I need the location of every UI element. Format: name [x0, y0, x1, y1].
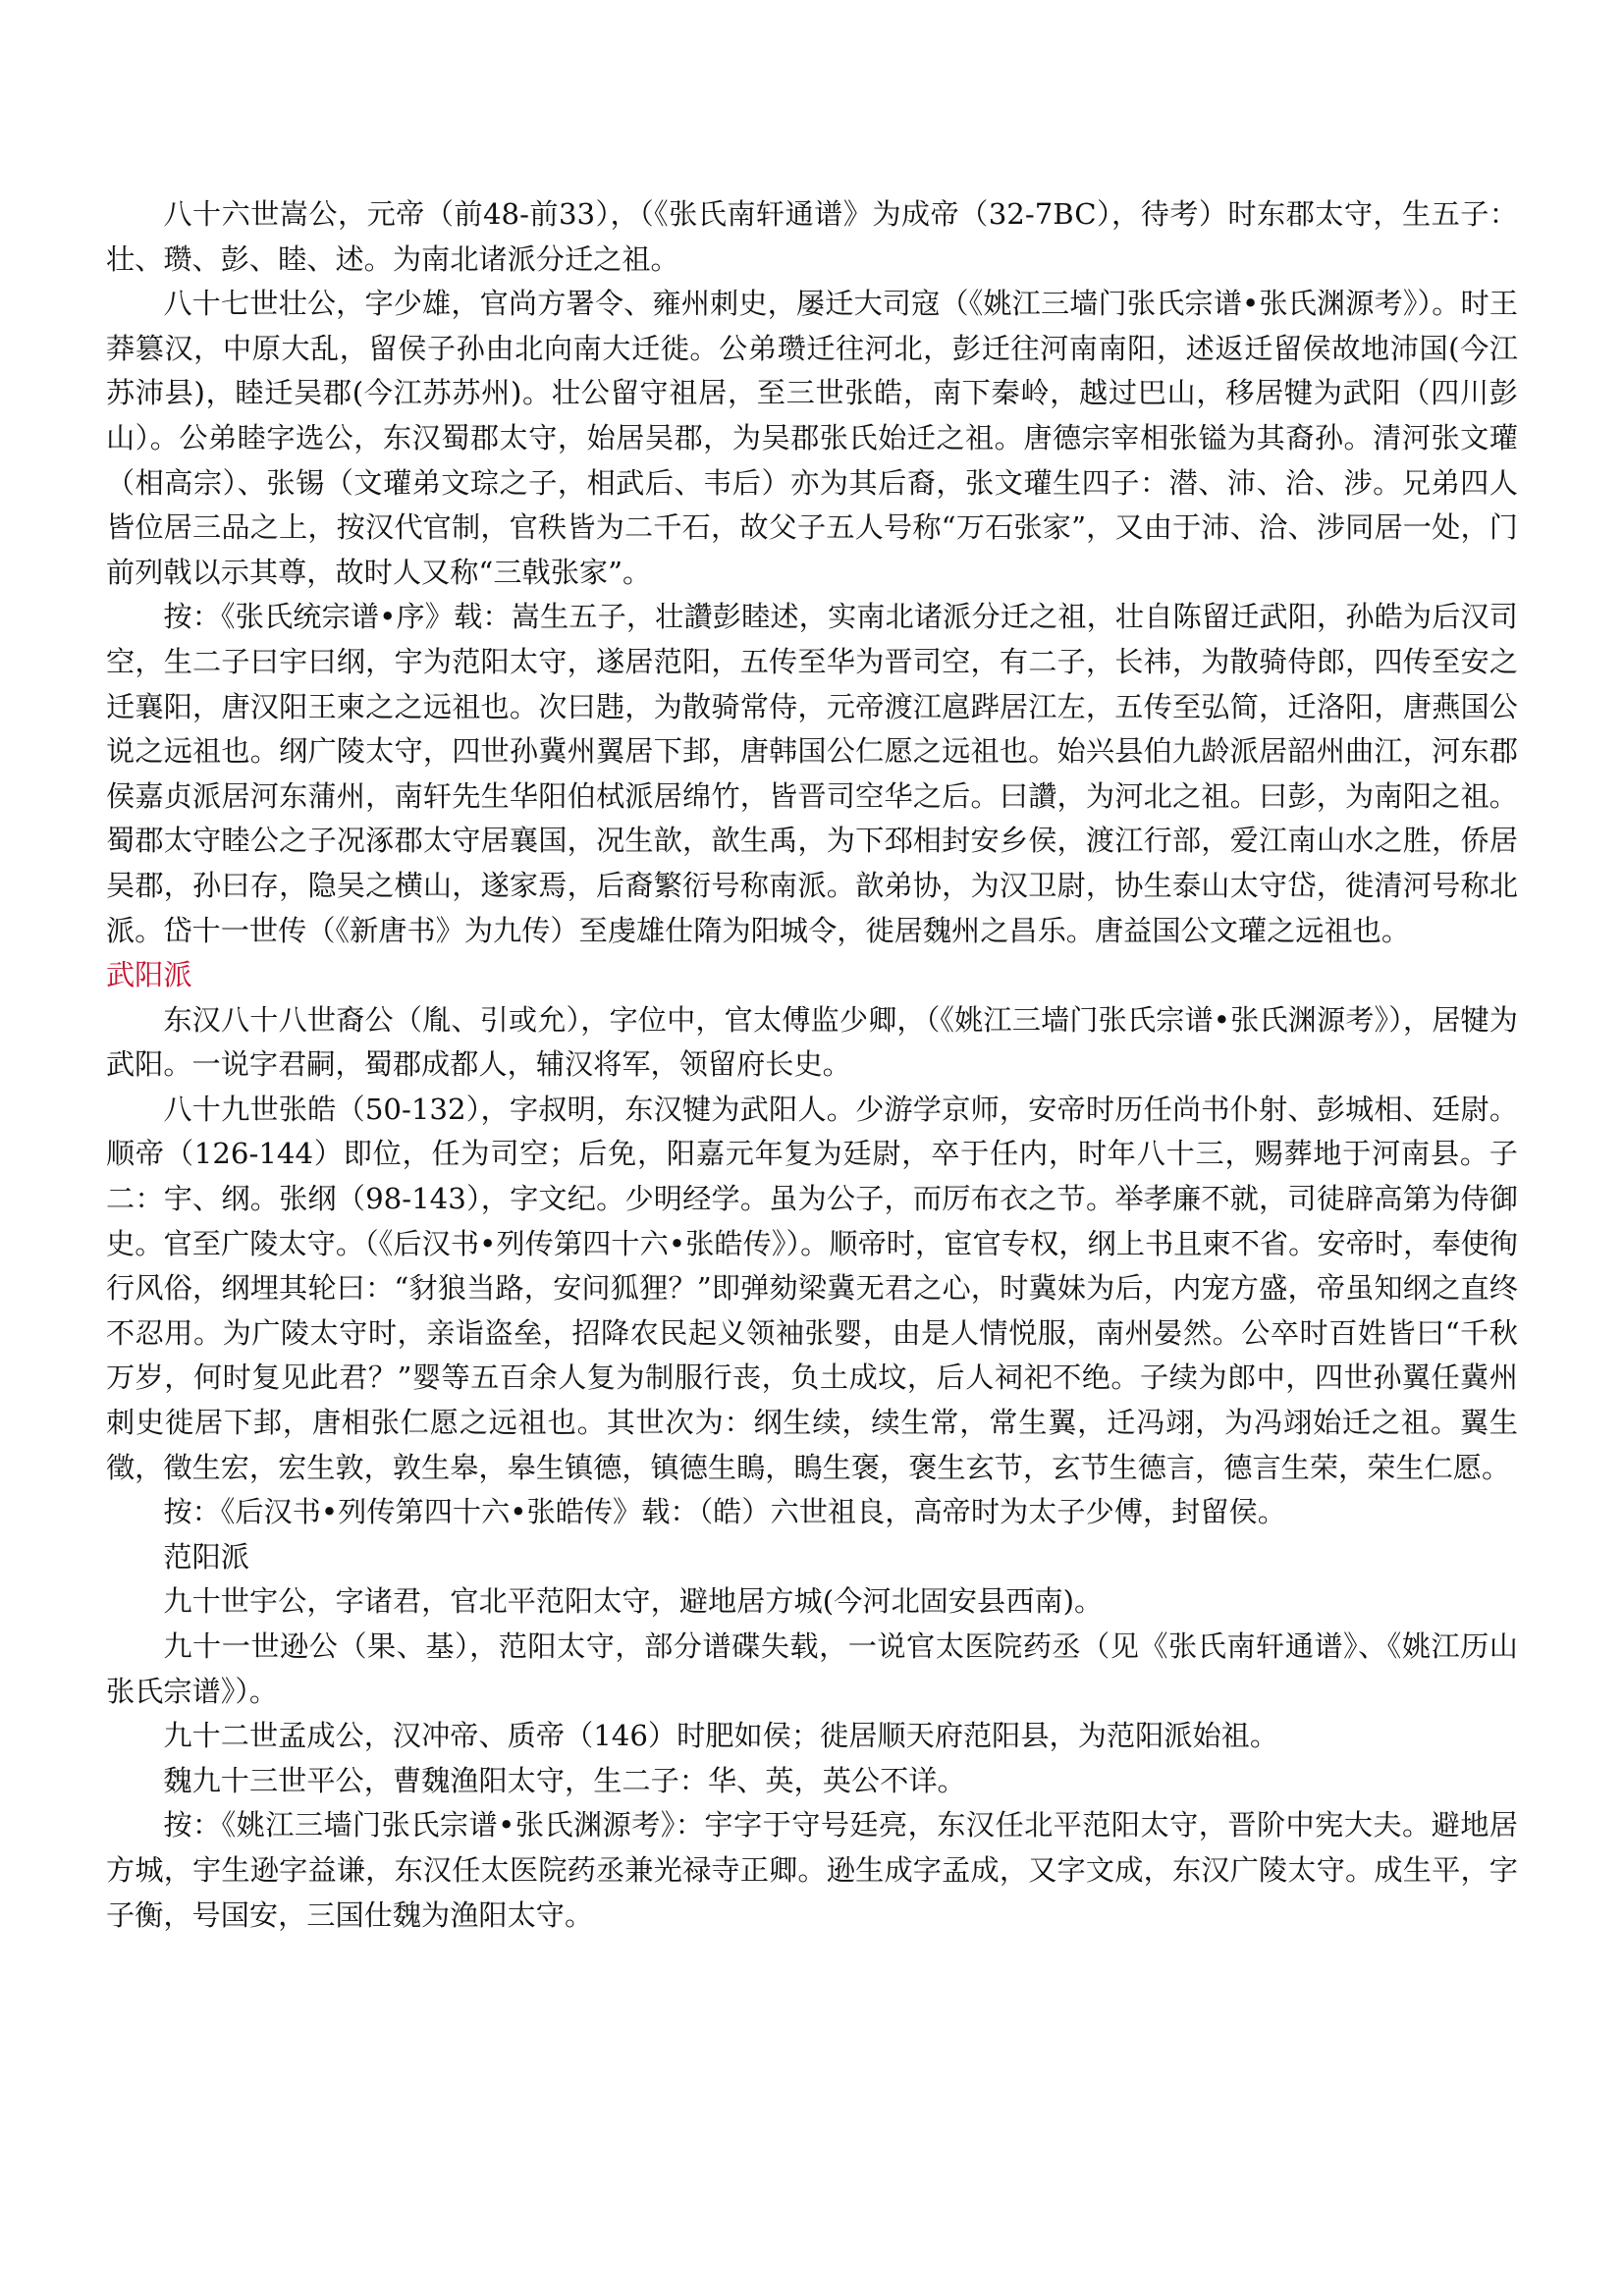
paragraph-note-houhanshu: 按：《后汉书•列传第四十六•张皓传》载：（皓）六世祖良，高帝时为太子少傅，封留侯。	[163, 1495, 1286, 1529]
section-heading-wuyang: 武阳派	[106, 958, 192, 992]
paragraph-91st-generation: 九十一世逊公（果、基），范阳太守，部分谱碟失载，一说官太医院药丞（见《张氏南轩通谱》、《姚江历山张氏宗谱》）。	[106, 1629, 1518, 1708]
paragraph-87th-generation: 八十七世壮公，字少雄，官尚方署令、雍州刺史，屡迁大司寇（《姚江三墙门张氏宗谱•张氏渊源考》）。时王莽篡汉，中原大乱，留侯子孙由北向南大迁徙。公弟瓒迁往河北，彭迁往河南南阳，述返迁留侯故地沛国(今江苏沛县)，睦迁吴郡(今江苏苏州)。壮公留守祖居，至三世张皓，南下秦岭，越过巴山，移居犍为武阳（四川彭山）。公弟睦字选公，东汉蜀郡太守，始居吴郡，为吴郡张氏始迁之祖。唐德宗宰相张镒为其裔孙。清河张文瓘（相高宗）、张锡（文瓘弟文琮之子，相武后、韦后）亦为其后裔，张文瓘生四子：潜、沛、洽、涉。兄弟四人皆位居三品之上，按汉代官制，官秩皆为二千石，故父子五人号称“万石张家”，又由于沛、洽、涉同居一处，门前列戟以示其尊，故时人又称“三戟张家”。	[106, 287, 1518, 589]
paragraph-89th-generation: 八十九世张皓（50-132），字叔明，东汉犍为武阳人。少游学京师，安帝时历任尚书仆射、彭城相、廷尉。顺帝（126-144）即位，任为司空；后免，阳嘉元年复为廷尉，卒于任内，时年八十三，赐葬地于河南县。子二：宇、纲。张纲（98-143），字文纪。少明经学。虽为公子，而厉布衣之节。举孝廉不就，司徒辟高第为侍御史。官至广陵太守。（《后汉书•列传第四十六•张皓传》）。顺帝时，宦官专权，纲上书且柬不省。安帝时，奉使徇行风俗，纲埋其轮曰：“豺狼当路，安问狐狸？”即弹劾梁冀无君之心，时冀妹为后，内宠方盛，帝虽知纲之直终不忍用。为广陵太守时，亲诣盗垒，招降农民起义领袖张婴，由是人情悦服，南州晏然。公卒时百姓皆曰“千秋万岁，何时复见此君？”婴等五百余人复为制服行丧，负土成坟，后人祠祀不绝。子续为郎中，四世孙翼任冀州刺史徙居下邽，唐相张仁愿之远祖也。其世次为：纲生续，续生常，常生翼，迁冯翊，为冯翊始迁之祖。翼生徵，徵生宏，宏生敦，敦生皋，皋生镇德，镇德生瞗，瞗生褒，褒生玄节，玄节生德言，德言生荣，荣生仁愿。	[106, 1092, 1518, 1484]
paragraph-88th-generation: 东汉八十八世裔公（胤、引或允），字位中，官太傅监少卿，（《姚江三墙门张氏宗谱•张氏渊源考》），居犍为武阳。一说字君嗣，蜀郡成都人，辅汉将军，领留府长史。	[106, 1002, 1518, 1082]
section-heading-fanyang: 范阳派	[163, 1539, 249, 1574]
paragraph-93rd-generation: 魏九十三世平公，曹魏渔阳太守，生二子：华、英，英公不详。	[163, 1763, 966, 1797]
paragraph-92nd-generation: 九十二世孟成公，汉冲帝、质帝（146）时肥如侯；徙居顺天府范阳县，为范阳派始祖。	[163, 1719, 1279, 1753]
document-body	[106, 192, 1518, 1938]
paragraph-note-tongzongpu: 按：《张氏统宗谱•序》载：嵩生五子，壮讚彭睦述，实南北诸派分迁之祖，壮自陈留迁武阳，孙皓为后汉司空，生二子曰宇曰纲，宇为范阳太守，遂居范阳，五传至华为晋司空，有二子，长祎，为散骑侍郎，四传至安之迁襄阳，唐汉阳王柬之之远祖也。次曰韪，为散骑常侍，元帝渡江扈跸居江左，五传至弘简，迁洛阳，唐燕国公说之远祖也。纲广陵太守，四世孙冀州翼居下邽，唐韩国公仁愿之远祖也。始兴县伯九龄派居韶州曲江，河东郡侯嘉贞派居河东蒲州，南轩先生华阳伯栻派居绵竹，皆晋司空华之后。曰讚，为河北之祖。曰彭，为南阳之祖。蜀郡太守睦公之子况涿郡太守居襄国，况生歆，歆生禹，为下邳相封安乡侯，渡江行部，爱江南山水之胜，侨居吴郡，孙曰存，隐吴之横山，遂家焉，后裔繁衍号称南派。歆弟协，为汉卫尉，协生泰山太守岱，徙清河号称北派。岱十一世传（《新唐书》为九传）至虔雄仕隋为阳城令，徙居魏州之昌乐。唐益国公文瓘之远祖也。	[106, 600, 1518, 947]
paragraph-90th-generation: 九十世宇公，字诸君，官北平范阳太守，避地居方城(今河北固安县西南)。	[163, 1584, 1104, 1619]
paragraph-note-yaojiang: 按：《姚江三墙门张氏宗谱•张氏渊源考》：宇字于守号廷亮，东汉任北平范阳太守，晋阶中宪大夫。避地居方城，宇生逊字益谦，东汉任太医院药丞兼光禄寺正卿。逊生成字孟成，又字文成，东汉广陵太守。成生平，字子衡，号国安，三国仕魏为渔阳太守。	[106, 1808, 1518, 1932]
paragraph-86th-generation: 八十六世嵩公，元帝（前48-前33），（《张氏南轩通谱》为成帝（32-7BC），待考）时东郡太守，生五子：壮、瓒、彭、睦、述。为南北诸派分迁之祖。	[106, 197, 1518, 276]
